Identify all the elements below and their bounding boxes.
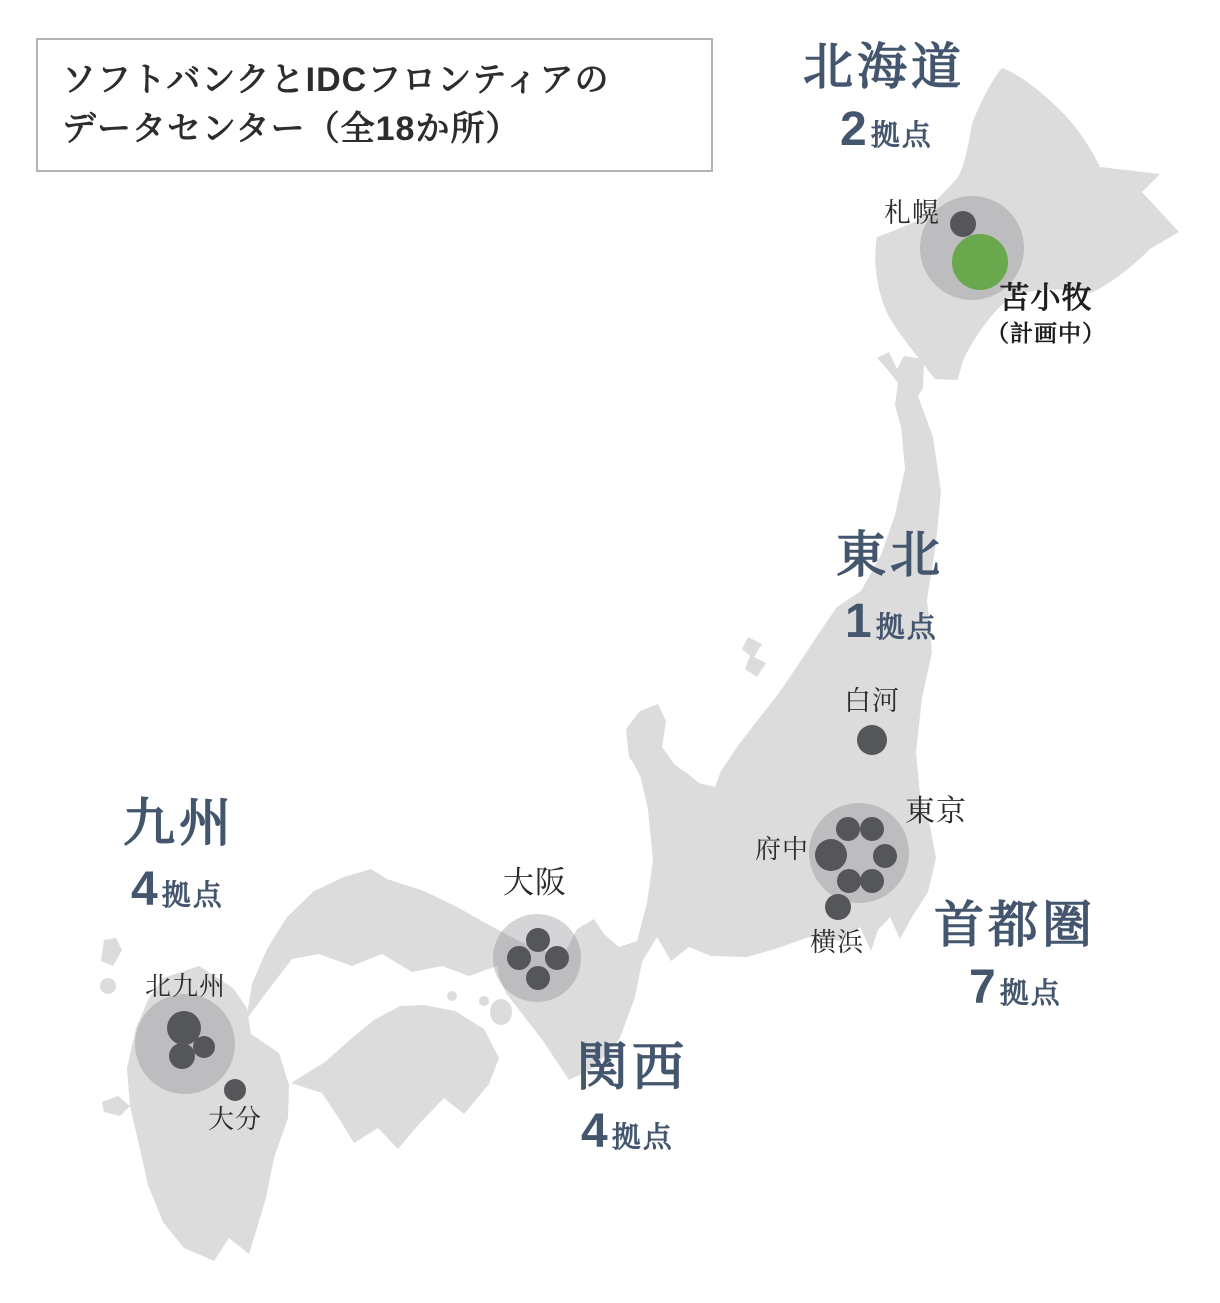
region-count-unit: 拠点	[161, 880, 224, 912]
shikoku-landmass	[291, 1005, 499, 1149]
region-count-number: 4	[581, 1105, 608, 1158]
region-title-tohoku: 東北	[836, 527, 944, 583]
site-dot	[169, 1043, 195, 1069]
region-count-kyushu	[131, 863, 224, 916]
site-dot	[224, 1079, 246, 1101]
city-label-oita: 大分	[208, 1104, 263, 1134]
region-count-unit: 拠点	[870, 120, 933, 152]
region-title-kansai: 関西	[576, 1039, 689, 1097]
city-label-tomakomai-name: 苫小牧	[999, 282, 1093, 315]
map-title-line2: データセンター（全18か所）	[62, 110, 521, 148]
region-count-tohoku	[845, 595, 938, 648]
region-count-unit: 拠点	[999, 978, 1062, 1010]
site-dot	[545, 946, 569, 970]
region-title-shutoken: 首都圏	[934, 897, 1096, 953]
site-dot	[873, 844, 897, 868]
awaji-island	[490, 999, 512, 1025]
region-count-number: 7	[969, 961, 996, 1014]
site-dot	[526, 928, 550, 952]
tsushima-island	[101, 938, 122, 966]
site-dot	[857, 725, 887, 755]
site-dot	[815, 839, 847, 871]
region-count-hokkaido	[840, 103, 933, 156]
seto-islet-2	[479, 996, 489, 1006]
site-dot	[860, 817, 884, 841]
site-dot	[526, 966, 550, 990]
region-count-number: 4	[131, 863, 158, 916]
site-dot	[836, 817, 860, 841]
region-title-kyushu: 九州	[123, 795, 236, 853]
region-count-unit: 拠点	[611, 1122, 674, 1154]
site-dot	[837, 869, 861, 893]
city-label-osaka: 大阪	[503, 865, 567, 900]
map-title-line1: ソフトバンクとIDCフロンティアの	[62, 60, 610, 99]
city-label-kitakyushu: 北九州	[145, 971, 227, 1001]
site-dot	[860, 869, 884, 893]
city-label-tomakomai-note: （計画中）	[986, 319, 1106, 346]
site-dot	[825, 894, 851, 920]
city-label-tomakomai	[968, 282, 1124, 346]
map-title-box	[36, 38, 713, 172]
iki-island	[100, 978, 116, 994]
region-count-number: 1	[845, 595, 872, 648]
site-dot	[193, 1036, 215, 1058]
seto-islet-1	[447, 991, 457, 1001]
region-count-kansai	[581, 1105, 674, 1158]
region-count-unit: 拠点	[875, 612, 938, 644]
city-label-sapporo: 札幌	[884, 198, 940, 228]
goto-islands	[102, 1096, 130, 1116]
site-dot	[950, 211, 976, 237]
region-count-number: 2	[840, 103, 867, 156]
city-label-tokyo: 東京	[905, 795, 967, 828]
city-label-shirakawa: 白河	[844, 686, 900, 716]
region-title-hokkaido: 北海道	[803, 39, 965, 95]
region-count-shutoken	[969, 961, 1062, 1014]
city-label-fuchu: 府中	[755, 834, 810, 864]
city-label-yokohama: 横浜	[810, 927, 865, 957]
site-dot	[507, 946, 531, 970]
sado-island	[742, 637, 766, 677]
